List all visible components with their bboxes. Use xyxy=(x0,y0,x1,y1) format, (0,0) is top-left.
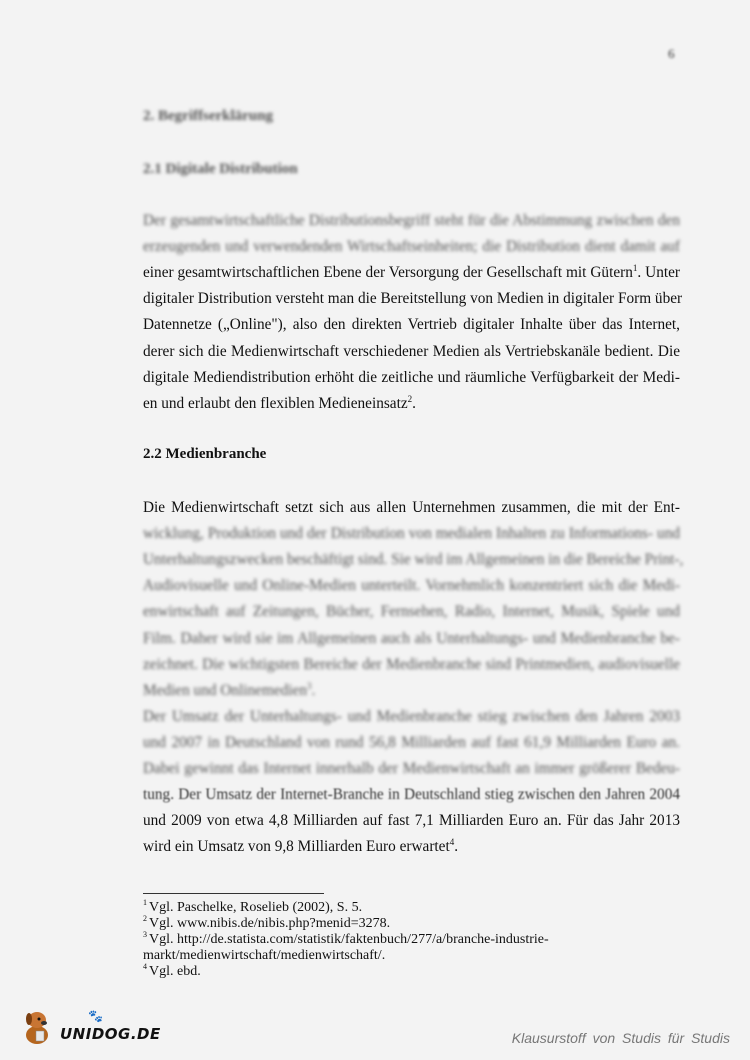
footnote-ref[interactable]: 2 xyxy=(407,393,413,404)
line-text: enwirtschaft auf Zeitungen, Bücher, Fernsehen, Radio, Internet, Musik, Spiele und xyxy=(143,603,680,621)
line-text: und 2009 von etwa 4,8 Milliarden auf fast 7,1 Milliarden Euro an. Für das Jahr 2013 xyxy=(143,812,680,830)
line-tail: . xyxy=(412,394,416,412)
line-text: Dabei gewinnt das Internet innerhalb der Medienwirtschaft an immer größerer Bedeu- xyxy=(143,760,680,777)
heading-medienbranche: 2.2 Medienbranche xyxy=(143,446,267,462)
dog-mascot-icon xyxy=(22,1009,52,1045)
text-line xyxy=(143,629,680,649)
line-text: Audiovisuelle und Online-Medien unterteilt. Vornehmlich konzentriert sich die Medi- xyxy=(143,577,680,595)
footnote-number: 3 xyxy=(143,930,147,940)
line-text: Film. Daher wird sie im Allgemeinen auch als Unterhaltungs- und Medienbranche be- xyxy=(143,629,680,647)
unidog-logo[interactable] xyxy=(14,1003,161,1053)
footnote xyxy=(143,948,385,964)
line-text: en und erlaubt den flexiblen Medieneinsatz xyxy=(143,394,408,412)
footer-tagline: Klausurstoff von Studis für Studis xyxy=(511,1030,730,1046)
text-line xyxy=(143,498,680,518)
line-tail: . xyxy=(454,838,459,856)
paw-icon: 🐾 xyxy=(88,1009,103,1023)
text-line xyxy=(143,315,680,335)
line-text: und 2007 in Deutschland von rund 56,8 Milliarden auf fast 61,9 Milliarden Euro an. xyxy=(143,733,680,751)
line-tail: . xyxy=(311,681,316,699)
footnote-ref[interactable]: 1 xyxy=(632,263,638,274)
line-text: wird ein Umsatz von 9,8 Milliarden Euro erwartet xyxy=(143,838,450,856)
text-line xyxy=(143,550,684,570)
text-line xyxy=(143,681,680,701)
footnote-ref[interactable]: 3 xyxy=(306,680,312,691)
footnote-number: 4 xyxy=(143,962,147,972)
page-number: 6 xyxy=(668,46,675,61)
footnote xyxy=(143,916,390,932)
footnote-text: Vgl. www.nibis.de/nibis.php?menid=3278. xyxy=(149,916,391,931)
text-line xyxy=(143,342,680,362)
text-line xyxy=(143,263,680,283)
text-line xyxy=(143,576,680,596)
text-line xyxy=(143,289,683,309)
text-line xyxy=(143,655,680,675)
line-text: Der gesamtwirtschaftliche Distributionsbegriff steht für die Abstimmung zwischen den xyxy=(143,212,680,229)
line-text: digitaler Distribution versteht man die Bereitstellung von Medien in digitaler Form über xyxy=(143,290,683,308)
text-line xyxy=(143,602,680,622)
line-text: wicklung, Produktion und der Distribution von medialen Inhalten zu Informations- und xyxy=(143,525,680,543)
line-tail: . Unter xyxy=(637,264,680,282)
logo-text: UNIDOG.DE xyxy=(60,1025,161,1043)
text-line xyxy=(143,237,680,257)
line-text: Der Umsatz der Unterhaltungs- und Medienbranche stieg zwischen den Jahren 2003 xyxy=(143,707,680,725)
line-text: Datennetze („Online"), also den direkten Vertrieb digitaler Inhalte über das Internet, xyxy=(143,316,680,334)
footnote-divider xyxy=(143,893,324,894)
line-text: Die Medienwirtschaft setzt sich aus allen Unternehmen zusammen, die mit der Ent- xyxy=(143,499,680,516)
footnote-text: Vgl. http://de.statista.com/statistik/faktenbuch/277/a/branche-industrie- xyxy=(149,932,549,947)
footnote xyxy=(143,964,201,980)
footnote-text: Vgl. Paschelke, Roselieb (2002), S. 5. xyxy=(149,900,363,915)
line-text: zeichnet. Die wichtigsten Bereiche der Medienbranche sind Printmedien, audiovisuelle xyxy=(143,655,680,673)
text-line xyxy=(143,524,680,544)
text-line xyxy=(143,707,680,727)
heading-digitale-distribution: 2.1 Digitale Distribution xyxy=(143,161,298,177)
line-text: tung. Der Umsatz der Internet-Branche in Deutschland stieg zwischen den Jahren 2004 xyxy=(143,786,680,804)
footnote-number: 1 xyxy=(143,898,147,908)
footnote xyxy=(143,900,362,916)
text-line xyxy=(143,211,680,231)
line-text: Unterhaltungszwecken beschäftigt sind. Sie wird im Allgemeinen in die Bereiche Print-, xyxy=(143,551,684,569)
text-line xyxy=(143,368,680,388)
text-line xyxy=(143,759,680,779)
text-line xyxy=(143,394,680,414)
footnote-ref[interactable]: 4 xyxy=(449,837,455,848)
footnote-number: 2 xyxy=(143,914,147,924)
footnote-text: markt/medienwirtschaft/medienwirtschaft/. xyxy=(143,948,386,963)
line-text: derer sich die Medienwirtschaft verschiedener Medien als Vertriebskanäle bedient. Die xyxy=(143,342,680,360)
heading-begriffserklaerung: 2. Begriffserklärung xyxy=(143,108,273,124)
text-line xyxy=(143,785,680,805)
text-line xyxy=(143,837,680,857)
text-line xyxy=(143,733,680,753)
footnote xyxy=(143,932,549,948)
line-text: erzeugenden und verwendenden Wirtschaftseinheiten; die Distribution dient damit auf xyxy=(143,238,680,256)
line-text: einer gesamtwirtschaftlichen Ebene der Versorgung der Gesellschaft mit Gütern xyxy=(143,264,633,282)
text-line xyxy=(143,811,680,831)
line-text: digitale Mediendistribution erhöht die zeitliche und räumliche Verfügbarkeit der Medi- xyxy=(143,368,680,386)
line-text: Medien und Onlinemedien xyxy=(143,681,307,699)
footnote-text: Vgl. ebd. xyxy=(149,964,201,979)
